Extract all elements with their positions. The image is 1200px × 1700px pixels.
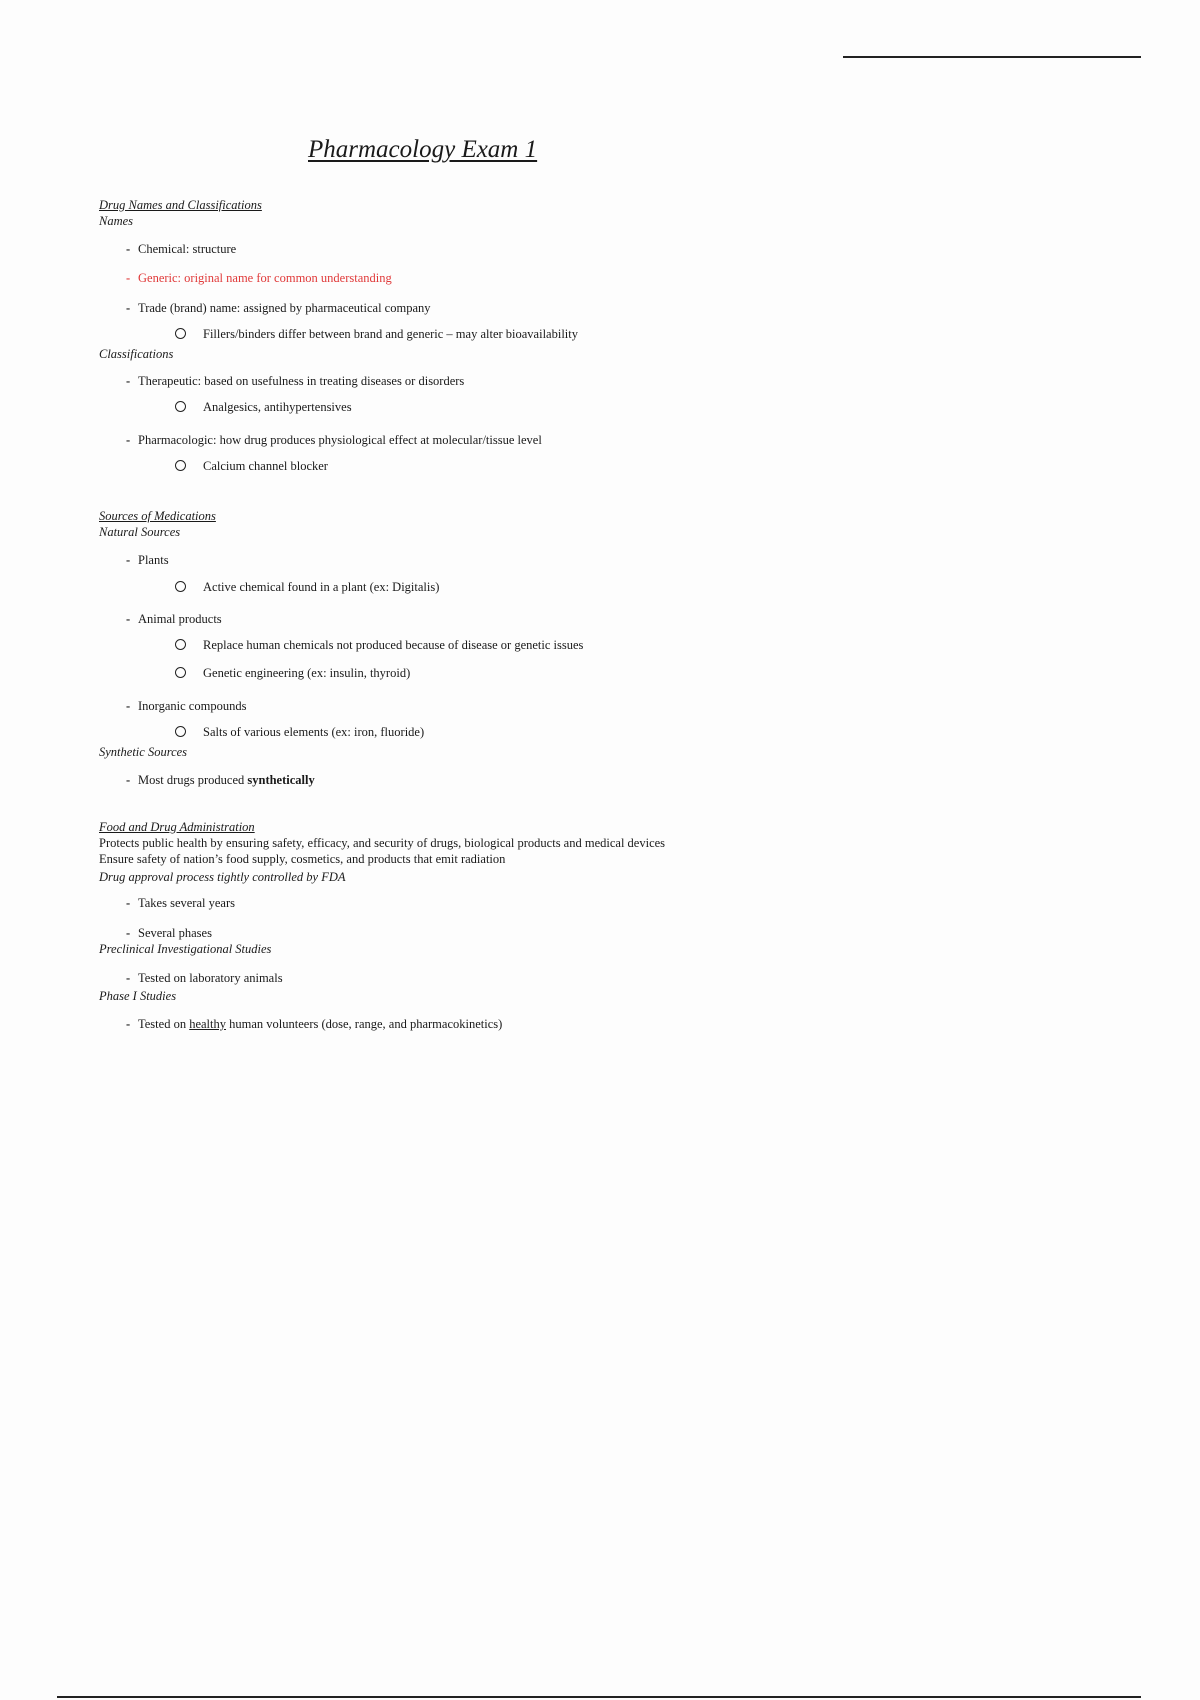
- subheading-classifications: Classifications: [99, 347, 174, 361]
- header-rule: [843, 56, 1141, 58]
- circle-bullet-icon: [175, 726, 186, 737]
- subheading-preclinical: Preclinical Investigational Studies: [99, 942, 272, 956]
- circle-bullet-icon: [175, 639, 186, 650]
- section-heading-fda: Food and Drug Administration: [99, 820, 255, 834]
- list-item: - Therapeutic: based on usefulness in treating diseases or disorders: [126, 374, 465, 388]
- list-subitem: Salts of various elements (ex: iron, fluoride): [203, 724, 424, 740]
- subheading-names: Names: [99, 214, 134, 228]
- list-item: - Several phases: [126, 926, 212, 940]
- list-item: - Takes several years: [126, 896, 235, 910]
- underlined-text: healthy: [189, 1017, 226, 1031]
- dash-bullet: -: [126, 374, 131, 388]
- circle-bullet-icon: [175, 401, 186, 412]
- dash-bullet: -: [126, 1017, 131, 1031]
- dash-bullet: -: [126, 553, 131, 567]
- bold-text: synthetically: [247, 773, 315, 787]
- dash-bullet: -: [126, 433, 131, 447]
- section-heading-drug-names: Drug Names and Classifications: [99, 198, 262, 212]
- dash-bullet: -: [126, 271, 131, 285]
- dash-bullet: -: [126, 926, 131, 940]
- list-item: - Most drugs produced synthetically: [126, 773, 315, 787]
- dash-bullet: -: [126, 242, 131, 256]
- section-heading-sources: Sources of Medications: [99, 509, 216, 523]
- circle-bullet-icon: [175, 460, 186, 471]
- dash-bullet: -: [126, 896, 131, 910]
- dash-bullet: -: [126, 612, 131, 626]
- list-item: - Plants: [126, 553, 169, 567]
- dash-bullet: -: [126, 699, 131, 713]
- document-title: Pharmacology Exam 1: [308, 136, 538, 163]
- list-subitem: Analgesics, antihypertensives: [203, 399, 352, 415]
- list-subitem: Replace human chemicals not produced because of disease or genetic issues: [203, 637, 583, 653]
- paragraph-line: Ensure safety of nation’s food supply, cosmetics, and products that emit radiation: [99, 852, 506, 866]
- circle-bullet-icon: [175, 328, 186, 339]
- list-subitem: Calcium channel blocker: [203, 458, 328, 474]
- list-item: - Pharmacologic: how drug produces physiological effect at molecular/tissue level: [126, 433, 542, 447]
- list-item: - Chemical: structure: [126, 242, 237, 256]
- list-item: - Tested on healthy human volunteers (dose, range, and pharmacokinetics): [126, 1017, 503, 1031]
- list-item-highlighted: - Generic: original name for common understanding: [126, 271, 392, 285]
- list-item: - Animal products: [126, 612, 222, 626]
- subheading-approval-process: Drug approval process tightly controlled by FDA: [99, 870, 346, 884]
- list-item: - Trade (brand) name: assigned by pharmaceutical company: [126, 301, 431, 315]
- subheading-synthetic-sources: Synthetic Sources: [99, 745, 188, 759]
- list-subitem: Active chemical found in a plant (ex: Digitalis): [203, 579, 439, 595]
- dash-bullet: -: [126, 301, 131, 315]
- circle-bullet-icon: [175, 581, 186, 592]
- list-subitem: Genetic engineering (ex: insulin, thyroid): [203, 665, 410, 681]
- list-subitem: Fillers/binders differ between brand and generic – may alter bioavailability: [203, 326, 578, 342]
- list-item: - Inorganic compounds: [126, 699, 247, 713]
- dash-bullet: -: [126, 773, 131, 787]
- list-item: - Tested on laboratory animals: [126, 971, 283, 985]
- footer-rule: [57, 1696, 1141, 1698]
- subheading-natural-sources: Natural Sources: [99, 525, 181, 539]
- circle-bullet-icon: [175, 667, 186, 678]
- subheading-phase-one: Phase I Studies: [99, 989, 177, 1003]
- paragraph-line: Protects public health by ensuring safety, efficacy, and security of drugs, biological products and medical devices: [99, 836, 666, 850]
- dash-bullet: -: [126, 971, 131, 985]
